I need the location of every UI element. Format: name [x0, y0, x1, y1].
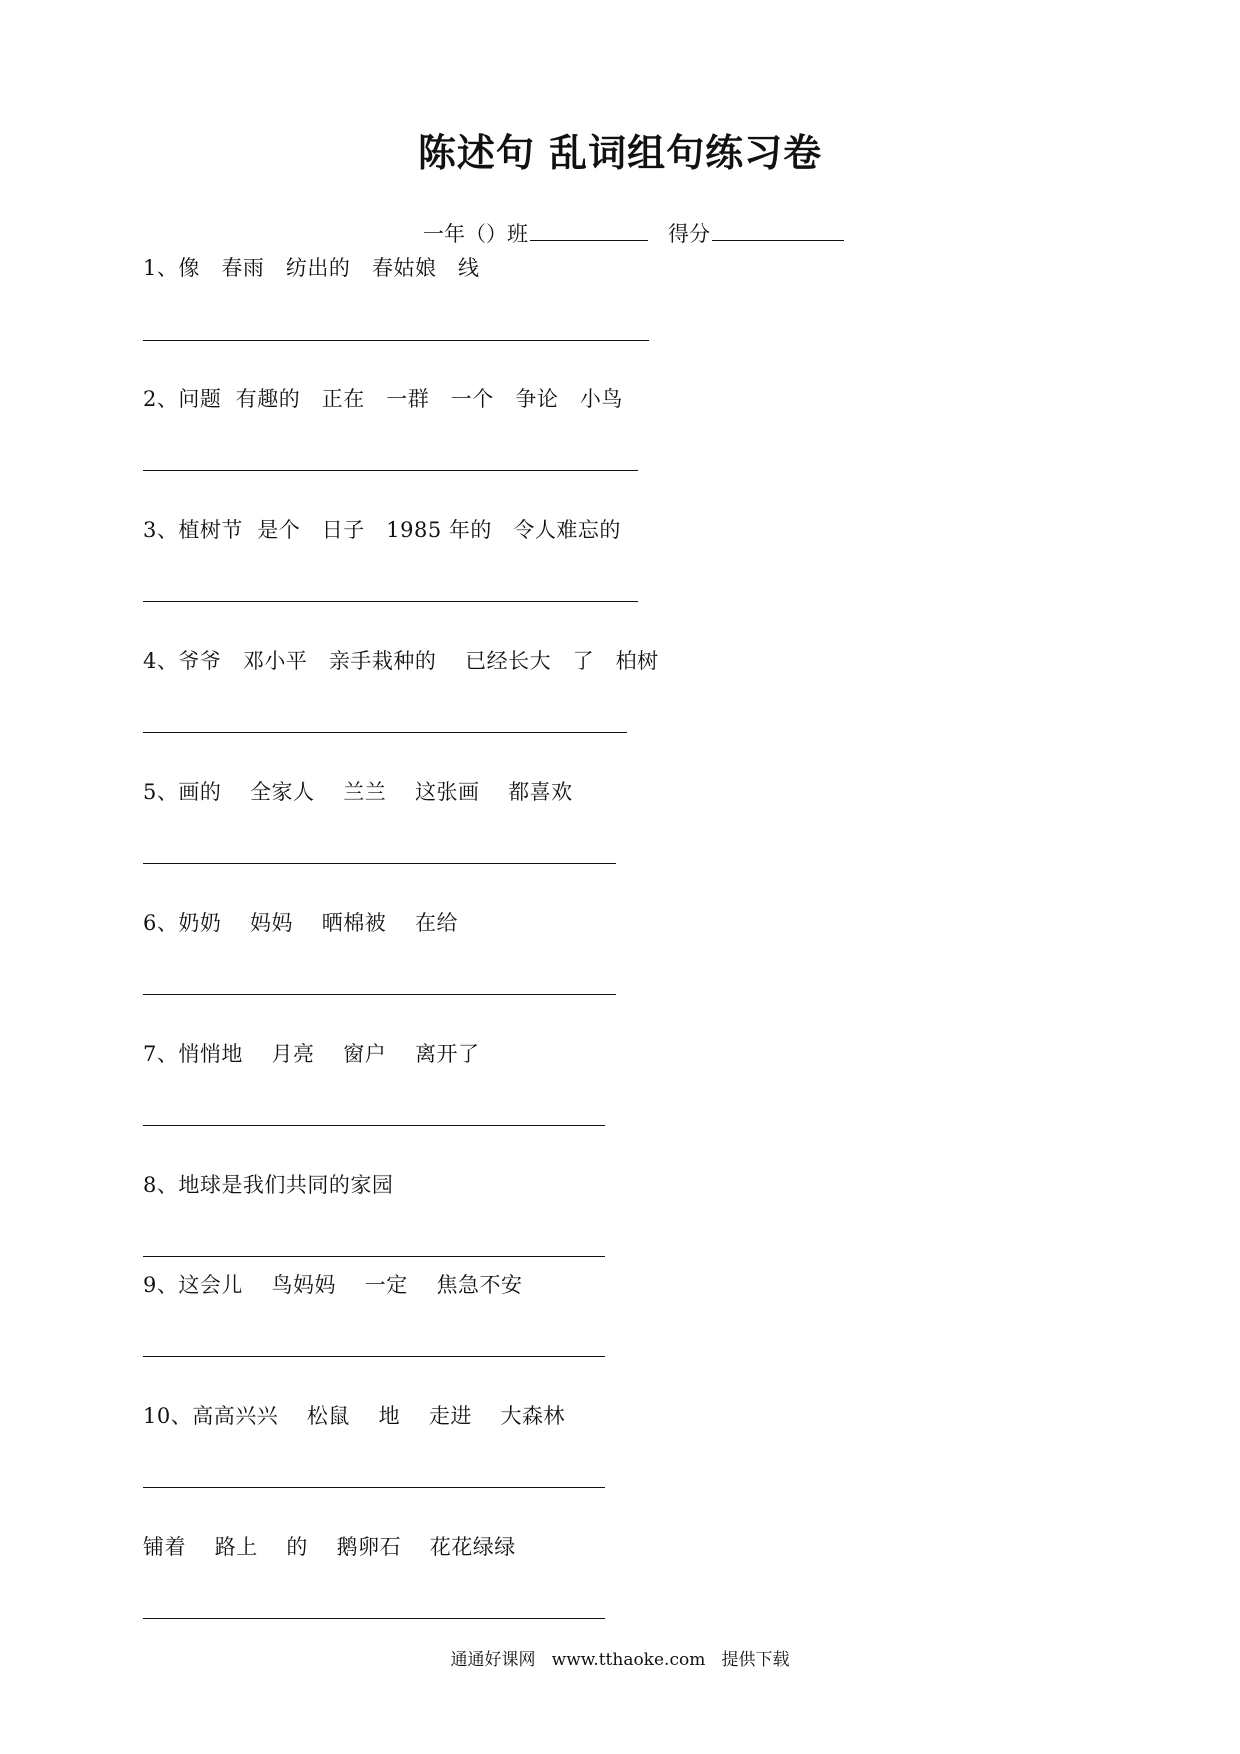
page-title: 陈述句 乱词组句练习卷 [417, 130, 823, 175]
answer-line-2[interactable] [143, 470, 638, 471]
answer-line-9[interactable] [143, 1356, 605, 1357]
question-1: 1、像 春雨 纺出的 春姑娘 线 [143, 256, 480, 280]
question-11: 铺着 路上 的 鹅卵石 花花绿绿 [143, 1535, 516, 1559]
answer-line-6[interactable] [143, 994, 616, 995]
class-score-line [423, 218, 852, 248]
question-8: 8、地球是我们共同的家园 [143, 1173, 394, 1197]
score-label: 得分 [668, 222, 710, 246]
question-5: 5、画的 全家人 兰兰 这张画 都喜欢 [143, 780, 573, 804]
answer-line-1[interactable] [143, 340, 649, 341]
question-7: 7、悄悄地 月亮 窗户 离开了 [143, 1042, 480, 1066]
answer-line-3[interactable] [143, 601, 638, 602]
question-3: 3、植树节 是个 日子 1985 年的 令人难忘的 [143, 518, 621, 542]
score-blank[interactable] [712, 218, 844, 241]
answer-line-7[interactable] [143, 1125, 605, 1126]
question-2: 2、问题 有趣的 正在 一群 一个 争论 小鸟 [143, 387, 623, 411]
answer-line-10[interactable] [143, 1487, 605, 1488]
answer-line-4[interactable] [143, 732, 627, 733]
answer-line-8[interactable] [143, 1256, 605, 1257]
question-6: 6、奶奶 妈妈 晒棉被 在给 [143, 911, 458, 935]
question-10: 10、高高兴兴 松鼠 地 走进 大森林 [143, 1404, 566, 1428]
answer-line-5[interactable] [143, 863, 616, 864]
answer-line-11[interactable] [143, 1618, 605, 1619]
question-9: 9、这会儿 鸟妈妈 一定 焦急不安 [143, 1273, 523, 1297]
class-blank[interactable] [530, 218, 648, 241]
question-4: 4、爷爷 邓小平 亲手栽种的 已经长大 了 柏树 [143, 649, 659, 673]
footer-credit: 通通好课网 www.tthaoke.com 提供下载 [450, 1650, 790, 1670]
class-label: 一年（）班 [423, 222, 528, 246]
